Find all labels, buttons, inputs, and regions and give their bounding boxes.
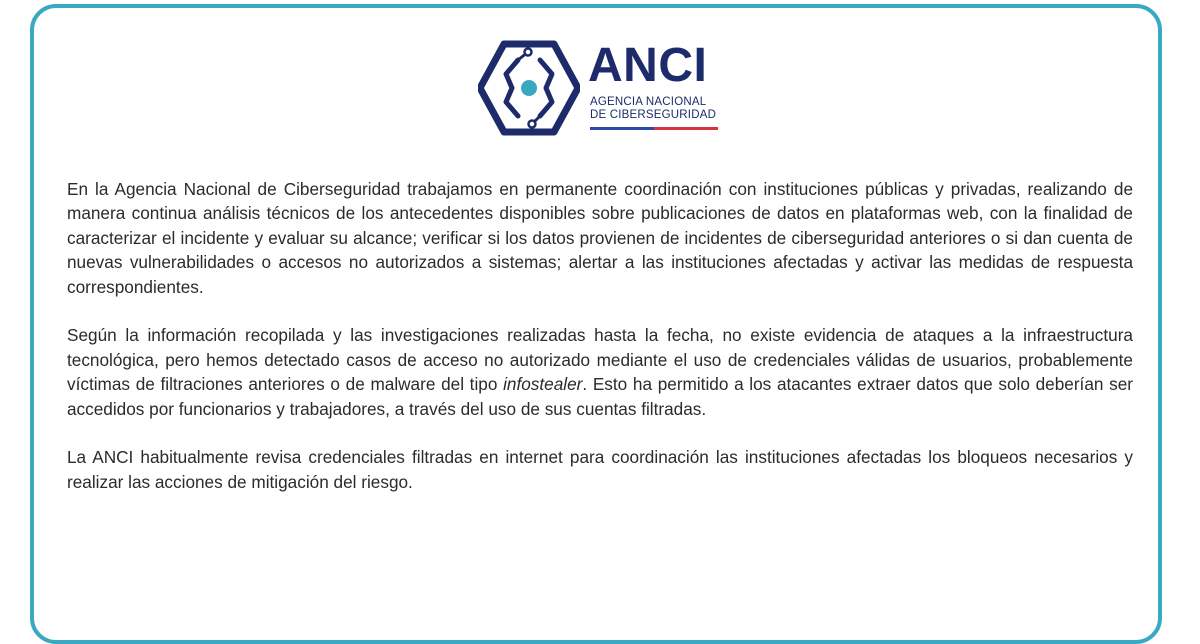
statement-body	[67, 177, 1133, 519]
logo-name-line1: AGENCIA NACIONAL	[590, 96, 707, 108]
anci-logo	[478, 38, 728, 138]
paragraph-findings-text-b: . Esto ha permitido a los atacantes extraer datos que solo deberían ser accedidos por funcionarios y trabajadores, a través del uso de sus cuentas filtradas.	[67, 374, 1133, 419]
flag-red-stripe	[654, 127, 718, 130]
infostealer-term: infostealer	[503, 374, 583, 395]
paragraph-findings	[67, 323, 1133, 421]
logo-name-line2: DE CIBERSEGURIDAD	[590, 109, 717, 121]
paragraph-findings-text-a: Según la información recopilada y las investigaciones realizadas hasta la fecha, no existe evidencia de ataques a la infraestructura tecnológica, pero hemos detectado casos de acceso no autorizado mediante el uso de credenciales válidas de usuarios, probablemente víctimas de filtraciones anteriores o de malware del tipo	[67, 325, 1133, 395]
logo-flag-stripe	[590, 127, 718, 130]
paragraph-coordination: En la Agencia Nacional de Ciberseguridad trabajamos en permanente coordinación con instituciones públicas y privadas, realizando de manera continua análisis técnicos de los antecedentes disponibles sobre publicaciones de datos en plataformas web, con la finalidad de caracterizar el incidente y evaluar su alcance; verificar si los datos provienen de incidentes de ciberseguridad anteriores o si dan cuenta de nuevas vulnerabilidades o accesos no autorizados a sistemas; alertar a las instituciones afectadas y activar las medidas de respuesta correspondientes.	[67, 179, 1133, 297]
logo-acronym: ANCI	[588, 39, 708, 92]
flag-blue-stripe	[590, 127, 654, 130]
cyber-hexagon-icon	[478, 38, 580, 138]
paragraph-mitigation: La ANCI habitualmente revisa credenciales filtradas en internet para coordinación las instituciones afectadas los bloqueos necesarios y realizar las acciones de mitigación del riesgo.	[67, 447, 1133, 492]
